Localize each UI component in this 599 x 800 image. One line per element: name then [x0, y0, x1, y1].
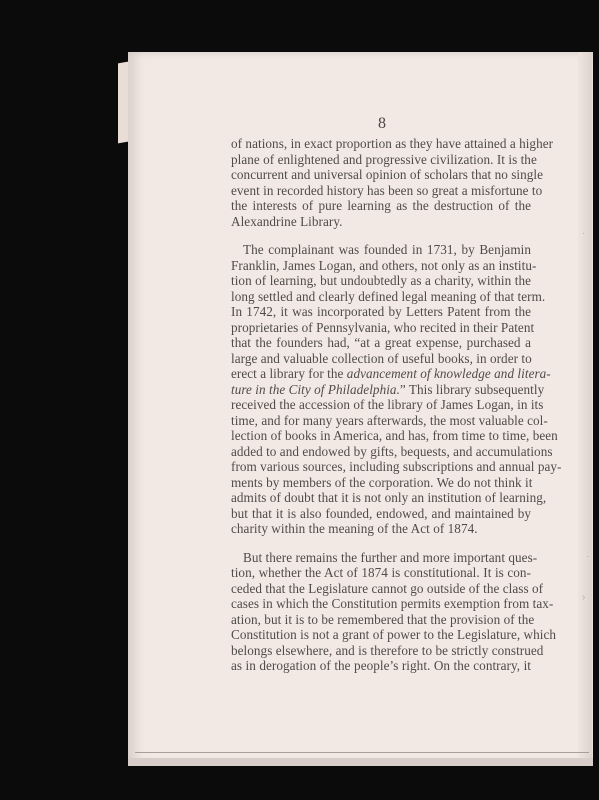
document-body — [231, 136, 562, 687]
text-line: In 1742, it was incorporated by Letters Patent from the — [231, 304, 531, 319]
text-line: large and valuable collection of useful books, in order to — [231, 350, 532, 366]
page-number: 8 — [378, 115, 386, 132]
text-line: ments by members of the corporation. We do not think it — [231, 474, 533, 490]
text-line-with-italic — [231, 366, 551, 382]
text-line: proprietaries of Pennsylvania, who recited in their Patent — [231, 319, 535, 335]
text-line: lection of books in America, and has, from time to time, been — [231, 428, 558, 443]
text-line: The complainant was founded in 1731, by Benjamin — [243, 242, 531, 257]
text-line: long settled and clearly defined legal meaning of that term. — [231, 288, 546, 304]
text-line: plane of enlightened and progressive civilization. It is the — [231, 151, 537, 167]
text-line: as in derogation of the people’s right. On the contrary, it — [231, 658, 531, 673]
text-fragment: ” This library subsequently — [399, 381, 545, 397]
text-line: concurrent and universal opinion of scholars that no single — [231, 167, 544, 182]
text-line: tion of learning, but undoubtedly as a charity, within the — [231, 273, 531, 288]
text-fragment: erect a library for the — [231, 366, 347, 381]
paragraph-1 — [231, 136, 554, 229]
text-line: charity within the meaning of the Act of 1874. — [231, 521, 478, 536]
page-right-edge — [578, 52, 592, 764]
text-line: that the founders had, “at a great expense, purchased a — [231, 335, 531, 350]
italic-text: advancement of knowledge and litera- — [346, 366, 551, 381]
page-bottom-edge — [128, 758, 593, 766]
text-line: Alexandrine Library. — [231, 213, 343, 229]
text-line: ceded that the Legislature cannot go outside of the class of — [231, 580, 544, 596]
bottom-divider — [135, 752, 589, 753]
text-line: admits of doubt that it is not only an institution of learning, — [231, 490, 547, 505]
paragraph-3 — [231, 549, 557, 674]
text-line: of nations, in exact proportion as they have attained a higher — [231, 136, 554, 151]
text-line: from various sources, including subscriptions and annual pay- — [231, 459, 562, 474]
text-line: the interests of pure learning as the destruction of the — [231, 198, 531, 213]
text-line: But there remains the further and more important ques- — [243, 549, 538, 565]
margin-mark: › — [582, 592, 586, 603]
text-line: Constitution is not a grant of power to the Legislature, which — [231, 627, 557, 642]
text-line: event in recorded history has been so great a misfortune to — [231, 182, 543, 198]
italic-text: ture in the City of Philadelphia. — [231, 381, 400, 397]
margin-mark: · — [586, 551, 590, 562]
paragraph-2 — [231, 242, 562, 537]
text-line: time, and for many years afterwards, the most valuable col- — [231, 412, 548, 428]
margin-mark: · — [582, 228, 586, 239]
text-line: Franklin, James Logan, and others, not only as an institu- — [231, 257, 537, 273]
text-line-with-italic — [231, 381, 545, 398]
text-line: received the accession of the library of James Logan, in its — [231, 397, 544, 412]
text-line: ation, but it is to be remembered that the provision of the — [231, 611, 535, 627]
text-line: tion, whether the Act of 1874 is constitutional. It is con- — [231, 565, 531, 580]
text-line: but that it is also founded, endowed, and maintained by — [231, 505, 531, 521]
text-line: cases in which the Constitution permits exemption from tax- — [231, 596, 554, 611]
text-line: added to and endowed by gifts, bequests, and accumulations — [231, 443, 553, 459]
text-line: belongs elsewhere, and is therefore to be strictly construed — [231, 642, 544, 658]
